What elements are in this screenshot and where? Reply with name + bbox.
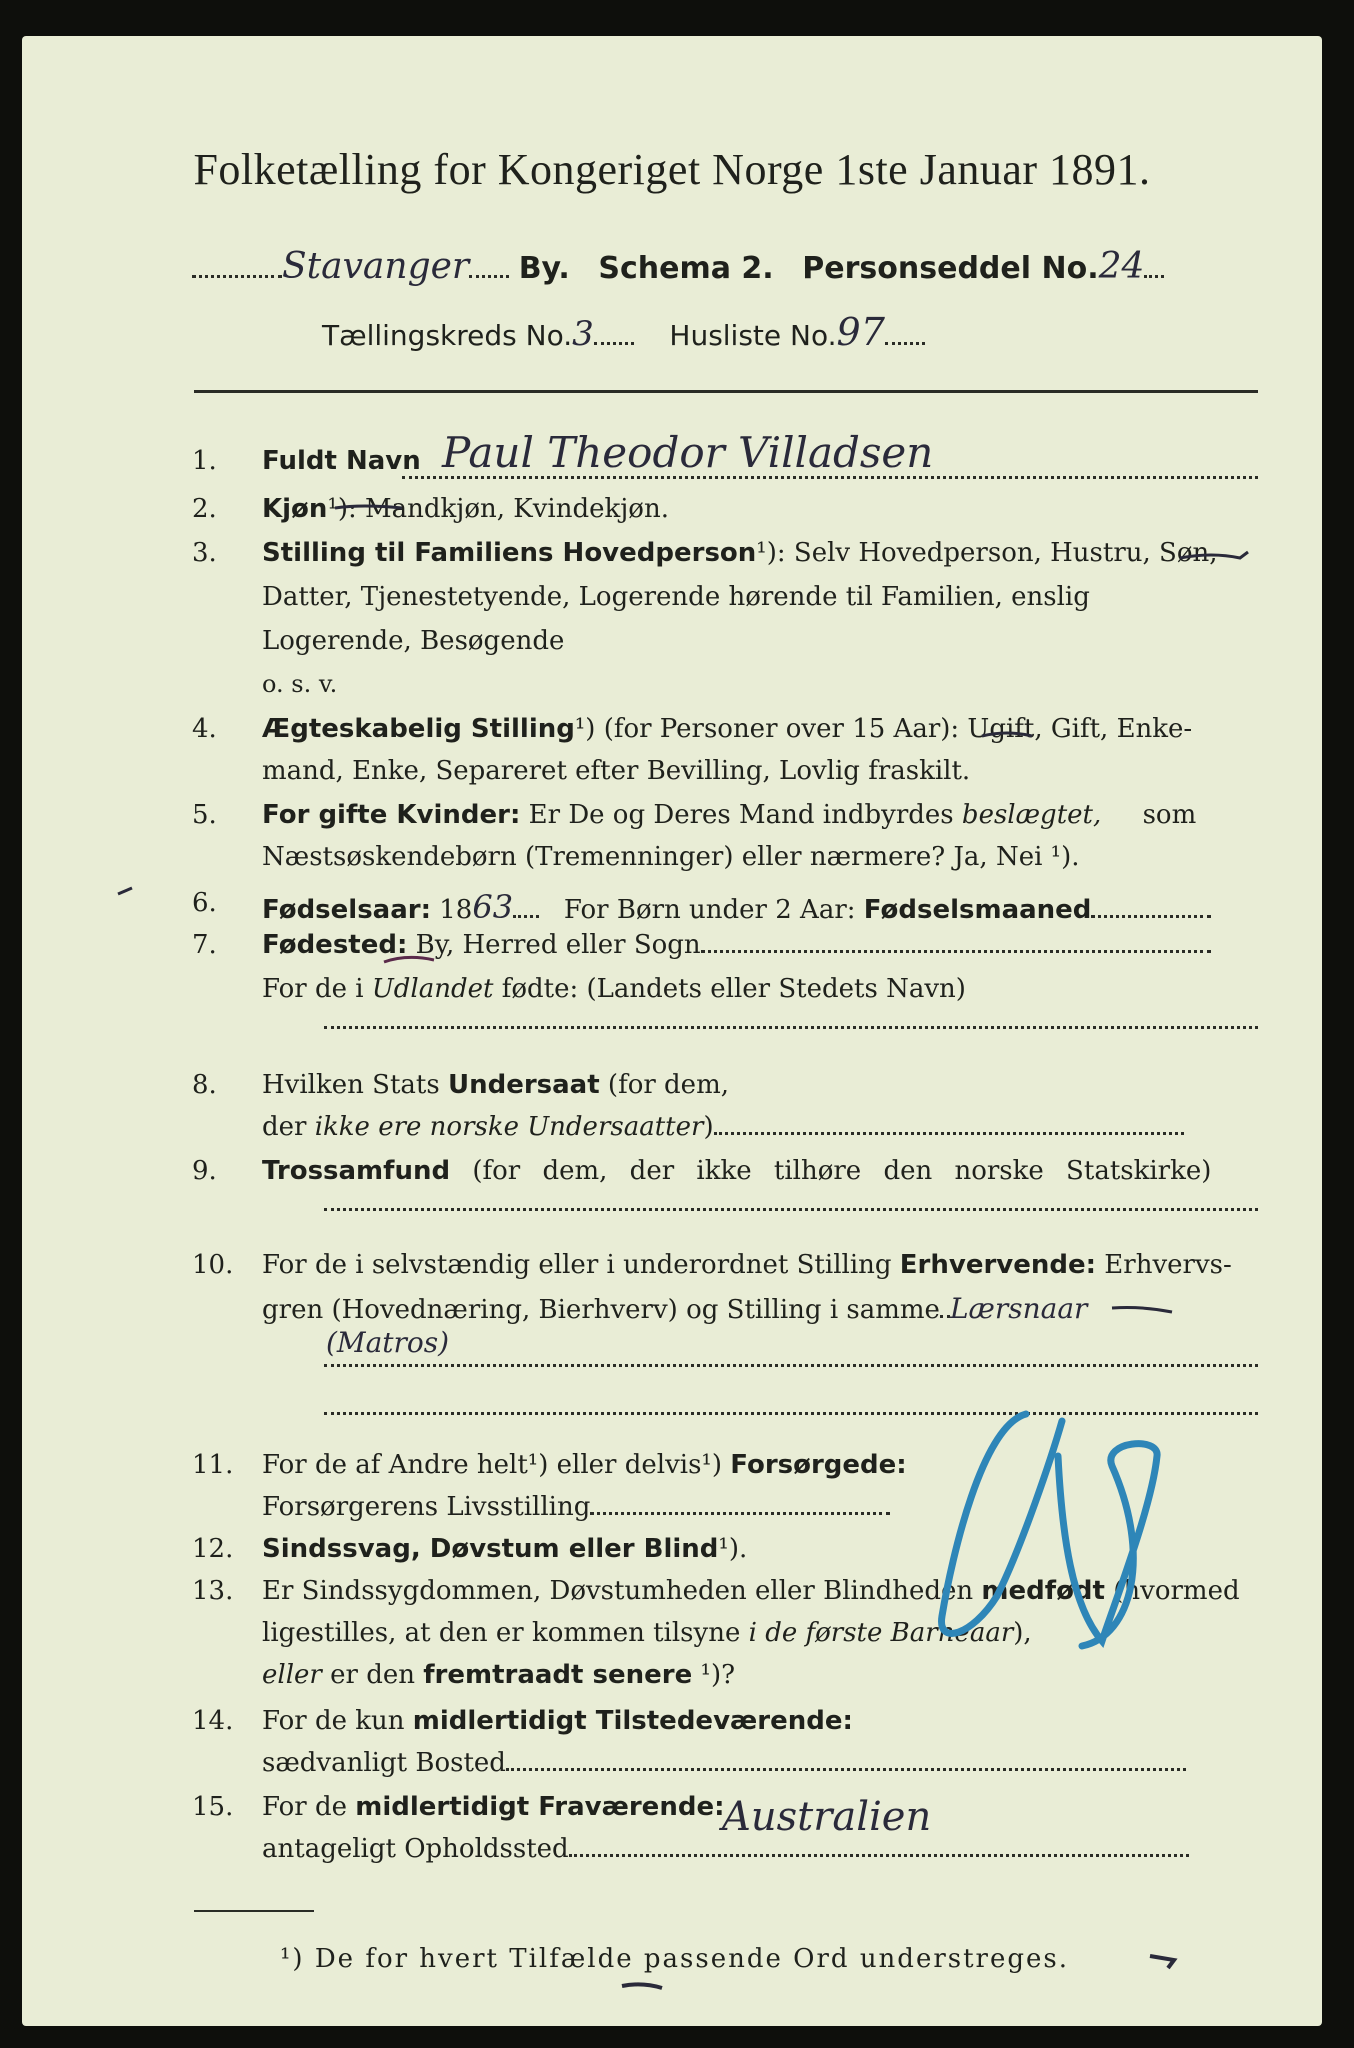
disability-label: Sindssvag, Døvstum eller Blind [262,1534,719,1564]
census-form-sheet [22,36,1322,2026]
margin-mark [622,1984,662,1988]
birthplace-abroad-b: fødte: (Landets eller Stedets Navn) [501,974,966,1004]
item-number: 11. [192,1450,234,1480]
married-women-italic: beslægtet, [961,800,1102,830]
citizenship-a: Hvilken Stats [262,1070,440,1100]
marital-status-label: Ægteskabelig Stilling [262,714,575,744]
margin-mark [1150,1956,1174,1968]
disability-sup: ¹). [718,1534,748,1564]
underline-mark [1112,1308,1172,1313]
occupation-answer-2: (Matros) [326,1326,450,1359]
religion-text: (for dem, der ikke tilhøre den norske Statskirke) [472,1156,1212,1186]
citizenship-c: der [262,1112,307,1142]
item-number: 4. [192,714,217,744]
citizenship-d: ) [703,1112,714,1142]
temporary-present-label: midlertidigt Tilstedeværende: [412,1706,853,1736]
occupation-c: gren (Hovednæring, Bierhverv) og Stilling i samme [262,1295,940,1325]
blue-stamp-mark [942,1414,1158,1646]
religion-label: Trossamfund [262,1156,451,1186]
congenital-c: ligestilles, at den er kommen tilsyne [262,1618,741,1648]
husliste-number: 97 [836,310,885,354]
item-number: 9. [192,1156,217,1186]
birth-month-label: Fødselsmaaned [863,895,1092,925]
married-women-tail: som [1142,800,1197,830]
temporary-absent-a: For de [262,1792,347,1822]
temporary-present-b: sædvanligt Bosted [262,1748,506,1778]
full-name-label: Fuldt Navn [262,446,421,476]
personseddel-label: Personseddel No. [802,251,1099,286]
absent-place-answer: Australien [722,1794,932,1840]
married-women-label: For gifte Kvinder: [262,800,521,830]
citizenship-label: Undersaat [447,1070,600,1100]
stamp-stroke [1058,1444,1157,1646]
congenital-a: Er Sindssygdommen, Døvstumheden eller Blindheden [262,1576,974,1606]
married-women-line-2: Næstsøskendebørn (Tremenninger) eller nærmere? Ja, Nei ¹). [262,842,1080,872]
underline-mark [1180,552,1248,558]
family-position-line-4: o. s. v. [262,670,338,698]
dependents-label: Forsørgede: [730,1450,907,1480]
item-number: 8. [192,1070,217,1100]
occupation-label: Erhvervende: [899,1250,1097,1280]
personseddel-number: 24 [1098,246,1145,287]
citizenship-italic: ikke ere norske Undersaatter [314,1112,704,1142]
sex-sup: ¹): [327,494,357,524]
birthplace-abroad-italic: Udlandet [371,974,494,1004]
kreds-number: 3 [572,314,594,354]
birthplace-label: Fødested: [262,930,408,960]
sex-label: Kjøn [262,494,328,524]
congenital-g: ¹)? [700,1660,736,1690]
congenital-e: eller [262,1660,322,1690]
item-number: 1. [192,446,217,476]
family-position-options: ¹): Selv Hovedperson, Hustru, Søn, [756,538,1218,568]
form-title: Folketælling for Kongeriget Norge 1ste Januar 1891. [193,145,1151,194]
underline-mark [335,506,402,508]
item-number: 15. [192,1792,234,1822]
birth-year-label: Fødselsaar: [262,895,431,925]
birthplace-options: By, Herred eller Sogn [415,930,701,960]
citizenship-b: (for dem, [607,1070,729,1100]
item-number: 14. [192,1706,234,1736]
occupation-answer-1: Lærsnaar [949,1292,1088,1325]
birth-year-answer: 63 [472,888,514,926]
item-number: 6. [192,888,217,918]
item-number: 13. [192,1576,234,1606]
marital-status-line-2: mand, Enke, Separeret efter Bevilling, Lovlig fraskilt. [262,756,971,786]
by-label: By. [518,251,570,286]
item-number: 3. [192,538,217,568]
item-number: 7. [192,930,217,960]
item-number: 12. [192,1534,234,1564]
full-name-answer: Paul Theodor Villadsen [442,428,934,477]
family-position-label: Stilling til Familiens Hovedperson [262,538,757,568]
family-position-line-2: Datter, Tjenestetyende, Logerende hørende til Familien, enslig [262,582,1090,612]
temporary-absent-b: antageligt Opholdssted [262,1834,569,1864]
family-position-line-3: Logerende, Besøgende [262,626,565,656]
congenital-b: (hvormed [1113,1576,1240,1606]
handwritten-marks [22,36,1322,2026]
kreds-label: Tællingskreds No. [322,319,573,352]
occupation-b: Erhvervs- [1104,1250,1232,1280]
sex-options: Mandkjøn, Kvindekjøn. [365,494,669,524]
underline-mark [384,957,434,962]
item-number: 2. [192,494,217,524]
married-women-text: Er De og Deres Mand indbyrdes [528,800,954,830]
occupation-a: For de i selvstændig eller i underordnet Stilling [262,1250,892,1280]
congenital-later-label: fremtraadt senere [423,1660,693,1690]
birthplace-abroad-a: For de i [262,974,364,1004]
congenital-f: er den [330,1660,415,1690]
item-number: 10. [192,1250,234,1280]
stamp-stroke [942,1414,1062,1633]
town-handwritten: Stavanger [282,246,470,287]
footnote: ¹) De for hvert Tilfælde passende Ord understreges. [280,1944,1070,1974]
dependents-c: Forsørgerens Livsstilling [262,1492,591,1522]
dependents-a: For de af Andre helt¹) eller delvis¹) [262,1450,722,1480]
temporary-absent-label: midlertidigt Fraværende: [355,1792,725,1822]
schema-label: Schema 2. [598,251,774,286]
congenital-italic: i de første Barneaar [748,1618,1014,1648]
marital-status-options: ¹) (for Personer over 15 Aar): Ugift, Gift, Enke- [574,714,1193,744]
congenital-label: medfødt [981,1576,1105,1606]
margin-mark [118,888,132,894]
underline-mark [982,733,1032,736]
congenital-d: ), [1013,1618,1032,1648]
item-number: 5. [192,800,217,830]
birth-month-text: For Børn under 2 Aar: [563,895,856,925]
husliste-label: Husliste No. [669,319,837,352]
birth-year-prefix: 18 [439,895,473,925]
temporary-present-a: For de kun [262,1706,405,1736]
